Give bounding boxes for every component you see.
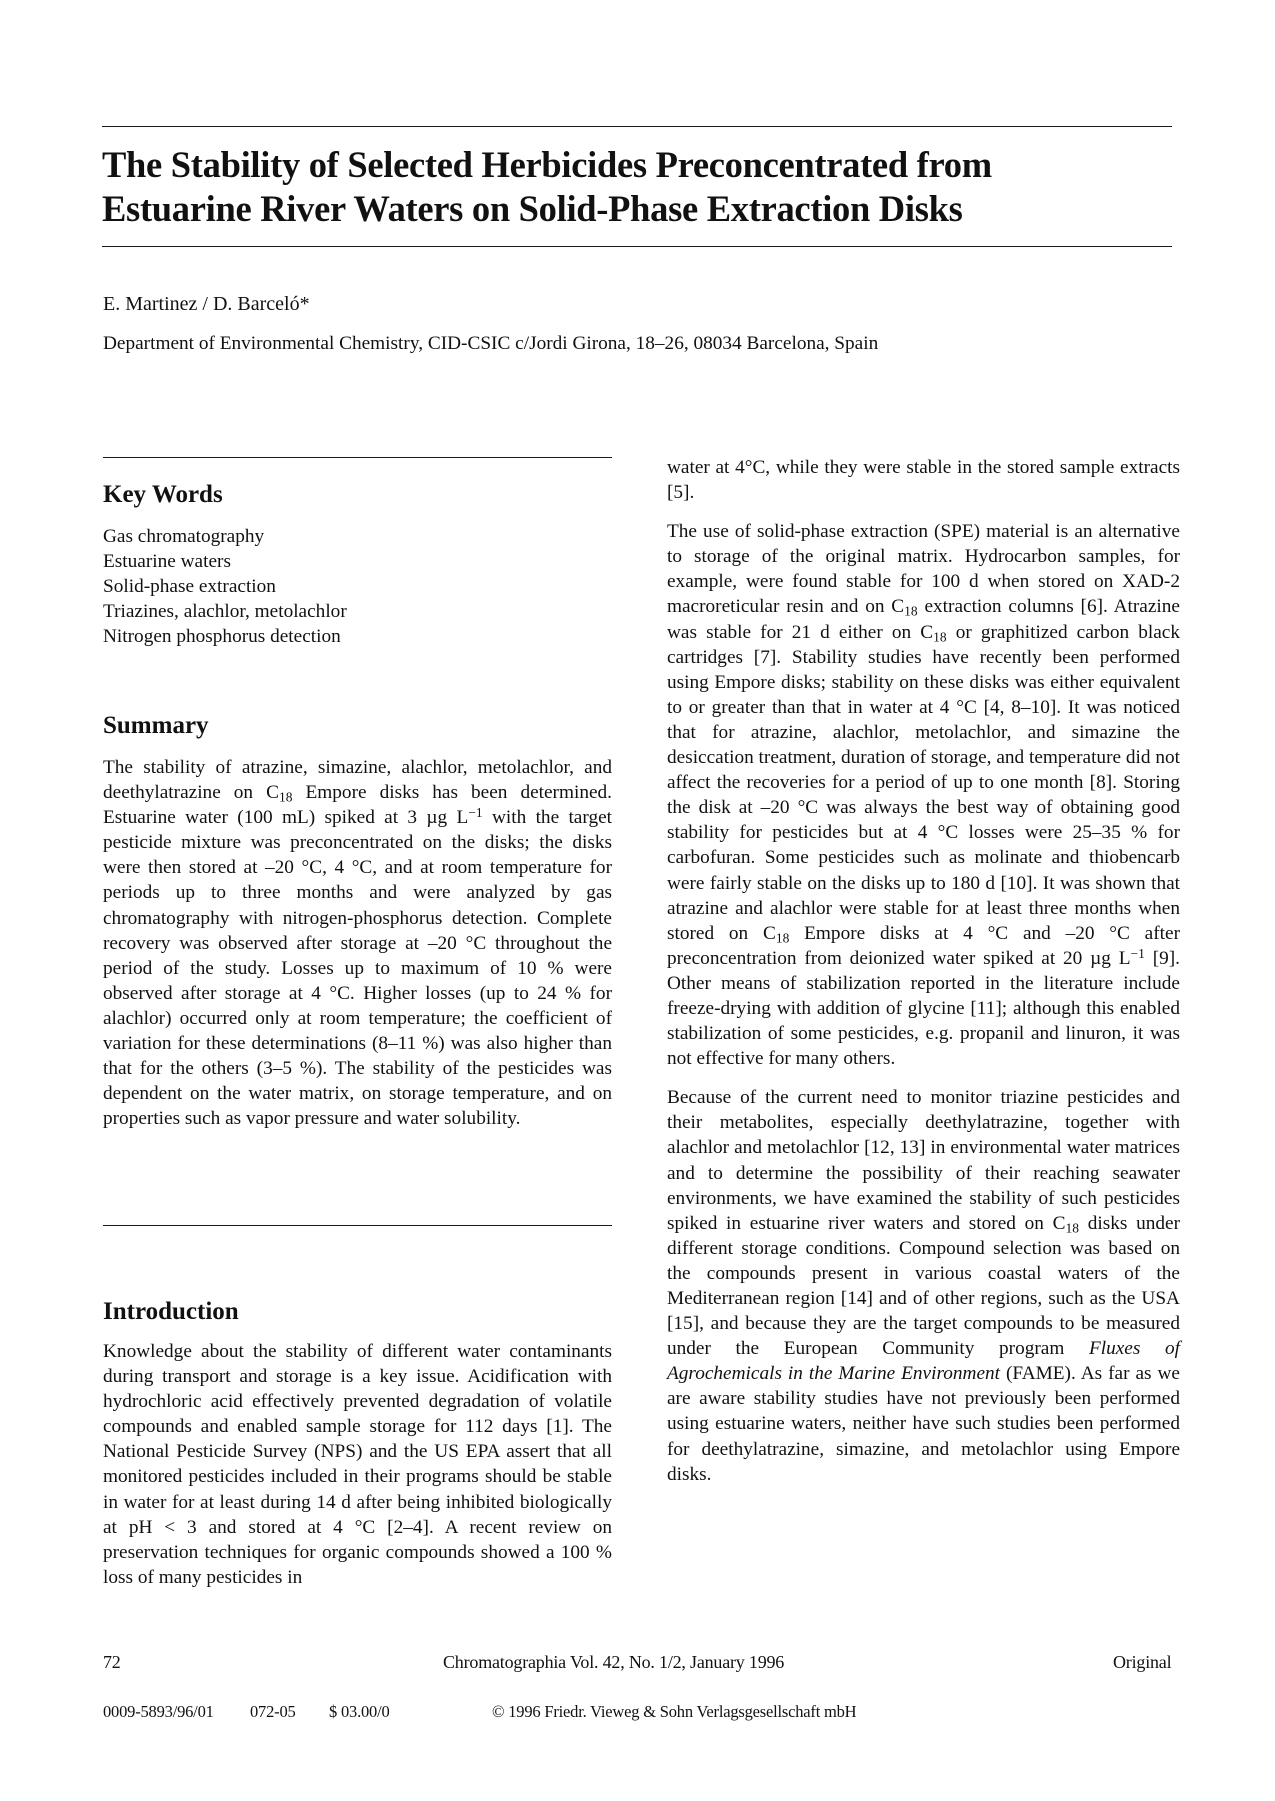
paragraph-text: The use of solid-phase extraction (SPE) material is an alternative to storage of the original matrix. Hydrocarbon samples, for example, were found stable for 100 d when stored on XAD-2 macroreticular resin and on C <box>667 521 1180 618</box>
paragraph-text: or graphitized carbon black cartridges [7]. Stability studies have recently been performed using Empore disks; stability on these disks was either equivalent to or greater than that in water at 4 °C [4, 8–10]. It was noticed that for atrazine, alachlor, metolachlor, and simazine the desiccation treatment, duration of storage, and temperature did not affect the recoveries for a period of up to one month [8]. Storing the disk at –20 °C was always the best way of obtaining good stability for pesticides but at 4 °C losses were 25–35 % for carbofuran. Some pesticides such as molinate and thiobencarb were fairly stable on the disks up to 180 d [10]. It was shown that atrazine and alachlor were stable for at least three months when stored on C <box>667 621 1180 944</box>
issn-code: 0009-5893/96/01 <box>103 1702 214 1721</box>
keywords-top-rule <box>103 457 612 458</box>
page-code: 072-05 <box>250 1702 296 1721</box>
title-top-rule <box>102 126 1172 127</box>
summary-paragraph <box>103 755 612 1131</box>
introduction-heading: Introduction <box>103 1298 239 1325</box>
price-code: $ 03.00/0 <box>329 1702 390 1721</box>
article-type: Original <box>1113 1652 1172 1672</box>
affiliation: Department of Environmental Chemistry, CID-CSIC c/Jordi Girona, 18–26, 08034 Barcelona, Spain <box>103 333 879 354</box>
title-line-2: Estuarine River Waters on Solid-Phase Extraction Disks <box>102 188 963 229</box>
title-bottom-rule <box>102 246 1172 247</box>
summary-text: The stability of atrazine, simazine, alachlor, metolachlor, and deethylatrazine on C <box>103 757 612 804</box>
summary-bottom-rule <box>103 1225 612 1226</box>
subscript: 18 <box>278 789 293 805</box>
summary-heading: Summary <box>103 712 209 739</box>
journal-citation: Chromatographia Vol. 42, No. 1/2, January 1996 <box>443 1652 785 1672</box>
page-number: 72 <box>103 1652 121 1672</box>
introduction-paragraph-1: Knowledge about the stability of different water contaminants during transport and storage is a key issue. Acidification with hydrochloric acid effectively prevented degradation of volatile compounds and enabled sample storage for 112 days [1]. The National Pesticide Survey (NPS) and the US EPA assert that all monitored pesticides included in their programs should be stable in water for at least during 14 d after being inhibited biologically at pH < 3 and stored at 4 °C [2–4]. A recent review on preservation techniques for organic compounds showed a 100 % loss of many pesticides in <box>103 1341 612 1588</box>
introduction-paragraph-2 <box>667 519 1180 1071</box>
paragraph-text: (FAME). As far as we are aware stability studies have not previously been performed using estuarine waters, neither have such studies been performed for deethylatrazine, simazine, and metolachlor using Empore disks. <box>667 1363 1180 1485</box>
article-title <box>102 143 1182 231</box>
program-name-italic: Fluxes of Agrochemicals in the Marine Environment <box>667 1338 1180 1385</box>
subscript: 18 <box>1065 1220 1080 1236</box>
superscript: −1 <box>468 805 483 821</box>
paragraph-text: [9]. Other means of stabilization reported in the literature include freeze-drying with addition of glycine [11]; although this enabled stabilization of some pesticides, e.g. propanil and linuron, it was not effective for many others. <box>667 947 1181 1070</box>
paragraph-text: Empore disks at 4 °C and –20 °C after preconcentration from deionized water spiked at 20 µg L <box>667 922 1180 969</box>
keyword-item: Triazines, alachlor, metolachlor <box>103 601 347 622</box>
paragraph-text: extraction columns [6]. Atrazine was stable for 21 d either on C <box>667 596 1180 643</box>
summary-text: Empore disks has been determined. Estuarine water (100 mL) spiked at 3 µg L <box>103 782 612 829</box>
subscript: 18 <box>904 603 918 619</box>
paragraph-text: Because of the current need to monitor triazine pesticides and their metabolites, especially deethylatrazine, together with alachlor and metolachlor [12, 13] in environmental water matrices and to determine the possibility of their reaching seawater environments, we have examined the stability of such pesticides spiked in estuarine river waters and stored on C <box>667 1087 1180 1234</box>
superscript: −1 <box>1130 945 1145 961</box>
paragraph-text: disks under different storage conditions. Compound selection was based on the compounds present in various coastal waters of the Mediterranean region [14] and of other regions, such as the USA [15], and because they are the target compounds to be measured under the European Community program <box>667 1212 1180 1360</box>
summary-section <box>103 711 612 1131</box>
introduction-section <box>103 1297 612 1590</box>
authors: E. Martinez / D. Barceló* <box>103 293 310 315</box>
keyword-item: Nitrogen phosphorus detection <box>103 626 341 647</box>
keyword-item: Estuarine waters <box>103 551 231 572</box>
keyword-item: Gas chromatography <box>103 526 265 547</box>
introduction-continued <box>667 455 1180 1487</box>
subscript: 18 <box>933 628 947 644</box>
keywords-list <box>103 524 612 649</box>
keywords-section <box>103 480 612 649</box>
subscript: 18 <box>775 930 790 946</box>
summary-text: with the target pesticide mixture was preconcentrated on the disks; the disks were then stored at –20 °C, 4 °C, and at room temperature for periods up to three months and were analyzed by gas chromatography with nitrogen-phosphorus detection. Complete recovery was observed after storage at –20 °C throughout the period of the study. Losses up to maximum of 10 % were observed after storage at 4 °C. Higher losses (up to 24 % for alachlor) occurred only at room temperature; the coefficient of variation for these determinations (8–11 %) was also higher than that for the others (3–5 %). The stability of the pesticides was dependent on the water matrix, on storage temperature, and on properties such as vapor pressure and water solubility. <box>103 807 612 1130</box>
keyword-item: Solid-phase extraction <box>103 576 276 597</box>
keywords-heading: Key Words <box>103 481 223 508</box>
copyright-notice: © 1996 Friedr. Vieweg & Sohn Verlagsgesellschaft mbH <box>492 1702 857 1721</box>
title-line-1: The Stability of Selected Herbicides Preconcentrated from <box>102 144 992 185</box>
introduction-paragraph-3 <box>667 1085 1180 1487</box>
introduction-paragraph-1-cont: water at 4°C, while they were stable in the stored sample extracts [5]. <box>667 457 1180 504</box>
